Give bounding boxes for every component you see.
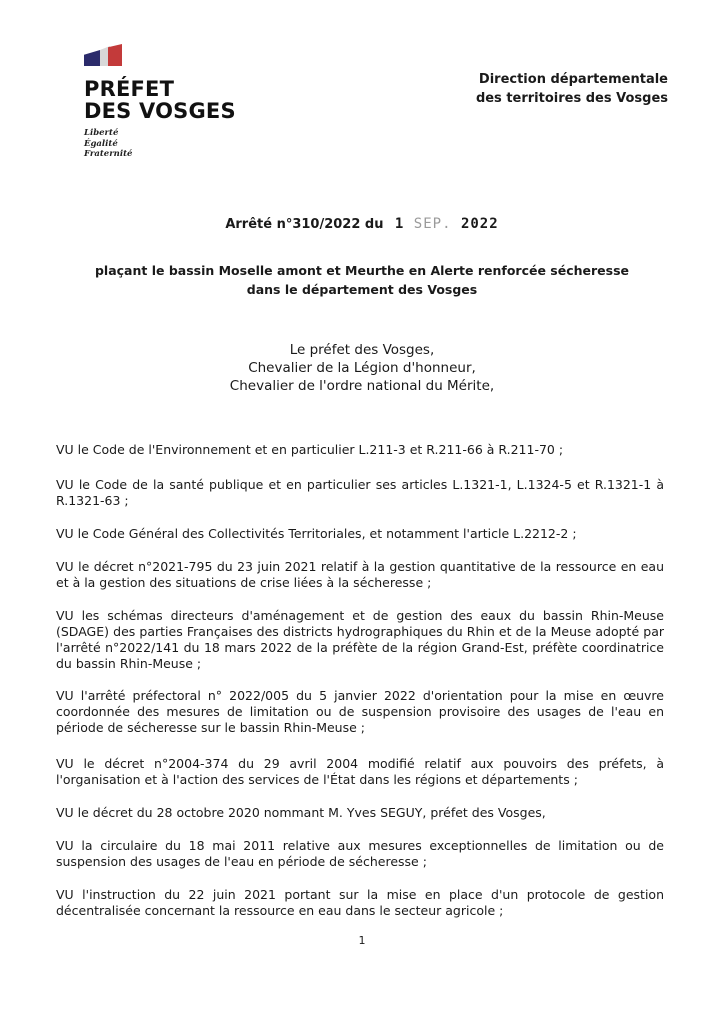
prefet-line-2: Chevalier de la Légion d'honneur, bbox=[248, 360, 476, 376]
stamp-day: 1 bbox=[394, 216, 405, 232]
stamp-month: SEP. bbox=[413, 216, 452, 232]
visa-paragraph: VU l'instruction du 22 juin 2021 portant sur la mise en place d'un protocole de gestion décentralisée concernant la ressource en eau dans le secteur agricole ; bbox=[56, 887, 664, 918]
stamp-year: 2022 bbox=[460, 216, 499, 232]
visa-paragraph: VU le décret n°2021-795 du 23 juin 2021 relatif à la gestion quantitative de la ressource en eau et à la gestion des situations de crise liées à la sécheresse ; bbox=[56, 559, 664, 590]
brand-line-2: DES VOSGES bbox=[84, 99, 236, 123]
motto-liberte: Liberté bbox=[84, 128, 119, 138]
motto-fraternite: Fraternité bbox=[84, 149, 133, 159]
direction-line-2: des territoires des Vosges bbox=[475, 91, 668, 106]
page-number: 1 bbox=[358, 934, 366, 947]
visa-paragraph: VU le décret du 28 octobre 2020 nommant M. Yves SEGUY, préfet des Vosges, bbox=[56, 805, 546, 820]
issuing-direction bbox=[476, 70, 668, 108]
prefecture-logo bbox=[84, 44, 236, 160]
prefet-line-1: Le préfet des Vosges, bbox=[289, 342, 435, 358]
subject-line-1: plaçant le bassin Moselle amont et Meurthe en Alerte renforcée sécheresse bbox=[94, 263, 630, 278]
visa-paragraph: VU l'arrêté préfectoral n° 2022/005 du 5 janvier 2022 d'orientation pour la mise en œuvre coordonnée des mesures de limitation ou de suspension provisoire des usages de l'eau en période de sécheresse sur le bassin Rhin-Meuse ; bbox=[56, 688, 664, 735]
marianne-flag-icon bbox=[84, 44, 124, 70]
visa-paragraph: VU la circulaire du 18 mai 2011 relative aux mesures exceptionnelles de limitation ou de suspension des usages de l'eau en période de sécheresse ; bbox=[56, 838, 664, 869]
arrete-title bbox=[0, 214, 724, 235]
direction-line-1: Direction départementale bbox=[478, 72, 668, 87]
visa-paragraph: VU le Code de la santé publique et en particulier ses articles L.1321-1, L.1324-5 et R.1321-1 à R.1321-63 ; bbox=[56, 477, 664, 508]
brand-name bbox=[84, 78, 236, 122]
visa-paragraph: VU les schémas directeurs d'aménagement et de gestion des eaux du bassin Rhin-Meuse (SDAGE) des parties Françaises des districts hydrographiques du Rhin et de la Meuse adopté par l'arrêté n°2022/141 du 18 mars 2022 de la préfète de la région Grand-Est, préfète coordinatrice du bassin Rhin-Meuse ; bbox=[56, 608, 664, 671]
visa-paragraph: VU le Code Général des Collectivités Territoriales, et notamment l'article L.2212-2 ; bbox=[56, 526, 577, 541]
subject-line-2: dans le département des Vosges bbox=[246, 282, 478, 297]
arrete-number: Arrêté n°310/2022 du bbox=[225, 217, 384, 232]
brand-line-1: PRÉFET bbox=[84, 77, 175, 101]
prefet-titles bbox=[0, 341, 724, 395]
prefet-line-3: Chevalier de l'ordre national du Mérite, bbox=[229, 378, 495, 394]
date-stamp bbox=[385, 216, 498, 232]
visa-paragraph: VU le Code de l'Environnement et en particulier L.211-3 et R.211-66 à R.211-70 ; bbox=[56, 442, 564, 457]
visa-paragraph: VU le décret n°2004-374 du 29 avril 2004 modifié relatif aux pouvoirs des préfets, à l'organisation et à l'action des services de l'État dans les régions et départements ; bbox=[56, 756, 664, 787]
arrete-subject bbox=[0, 261, 724, 299]
motto-egalite: Égalité bbox=[84, 138, 118, 149]
republic-motto bbox=[84, 128, 236, 160]
